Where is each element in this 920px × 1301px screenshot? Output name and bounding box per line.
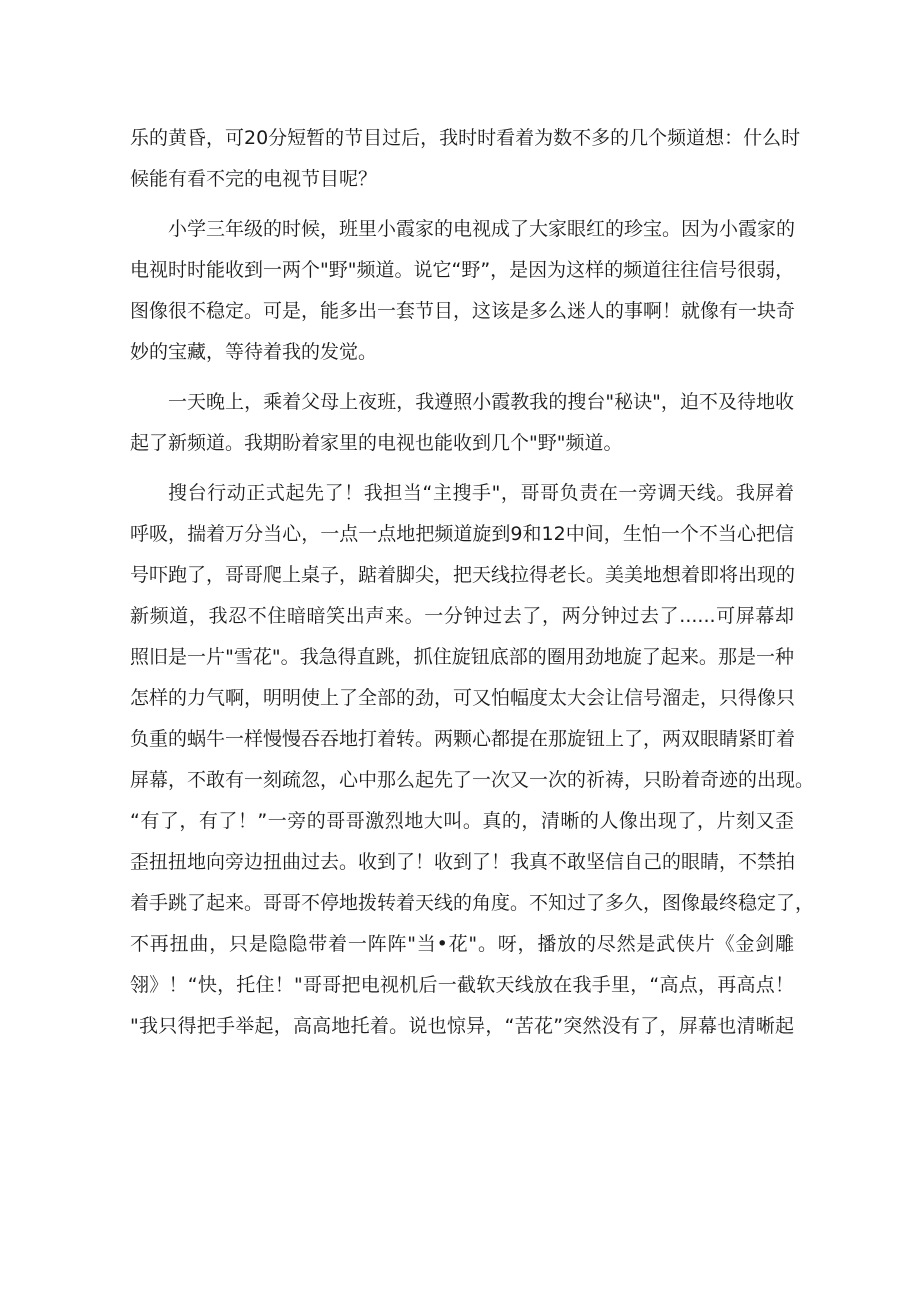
paragraph-2: [130, 209, 794, 373]
text-line: 照旧是一片"雪花"。我急得直跳，抓住旋钮底部的圈用劲地旋了起来。那是一种: [130, 646, 794, 668]
text-line: 屏幕，不敢有一刻疏忽，心中那么起先了一次又一次的祈祷，只盼着奇迹的出现。: [130, 769, 815, 791]
text-line: 一天晚上，乘着父母上夜班，我遵照小霞教我的搜台"秘诀"，迫不及待地收: [168, 391, 794, 413]
text-line: 电视时时能收到一两个"野"频道。说它“野”，是因为这样的频道往往信号很弱，: [130, 259, 795, 281]
text-line: 起了新频道。我期盼着家里的电视也能收到几个"野"频道。: [130, 432, 623, 454]
text-line: 乐的黄昏，可20分短暂的节目过后，我时时看着为数不多的几个频道想：什么时: [130, 127, 801, 149]
text-line: 候能有看不完的电视节目呢？: [130, 168, 378, 190]
text-line: 负重的蜗牛一样慢慢吞吞地打着转。两颗心都提在那旋钮上了，两双眼睛紧盯着: [130, 728, 796, 750]
text-line: "我只得把手举起，高高地托着。说也惊异，“苦花”突然没有了，屏幕也清晰起: [130, 1015, 794, 1037]
text-line: 图像很不稳定。可是，能多出一套节目，这该是多么迷人的事啊！就像有一块奇: [130, 300, 796, 322]
text-line: “有了，有了！”一旁的哥哥激烈地大叫。真的，清晰的人像出现了，片刻又歪: [130, 810, 794, 832]
paragraph-4: [130, 473, 815, 1047]
text-line: 呼吸，揣着万分当心，一点一点地把频道旋到9和12中间，生怕一个不当心把信: [130, 523, 794, 545]
text-line: 号吓跑了，哥哥爬上桌子，踮着脚尖，把天线拉得老长。美美地想着即将出现的: [130, 564, 796, 586]
text-line: 小学三年级的时候，班里小霞家的电视成了大家眼红的珍宝。因为小霞家的: [168, 218, 796, 240]
paragraph-3: [130, 382, 794, 464]
text-line: 新频道，我忍不住暗暗笑出声来。一分钟过去了，两分钟过去了......可屏幕却: [130, 605, 794, 627]
text-line: 不再扭曲，只是隐隐带着一阵阵"当•花"。呀，播放的尽然是武侠片《金剑雕: [130, 933, 794, 955]
article-body: [130, 118, 815, 1056]
text-line: 翎》！“快，托住！"哥哥把电视机后一截软天线放在我手里，“高点，再高点！: [130, 974, 794, 996]
text-line: 怎样的力气啊，明明使上了全部的劲，可又怕幅度太大会让信号溜走，只得像只: [130, 687, 796, 709]
text-line: 歪扭扭地向旁边扭曲过去。收到了！收到了！我真不敢坚信自己的眼睛，不禁拍: [130, 851, 796, 873]
paragraph-1: [130, 118, 801, 200]
text-line: 着手跳了起来。哥哥不停地拨转着天线的角度。不知过了多久，图像最终稳定了，: [130, 892, 815, 914]
text-line: 搜台行动正式起先了！我担当“主搜手"，哥哥负责在一旁调天线。我屏着: [168, 482, 794, 504]
text-line: 妙的宝藏，等待着我的发觉。: [130, 341, 378, 363]
